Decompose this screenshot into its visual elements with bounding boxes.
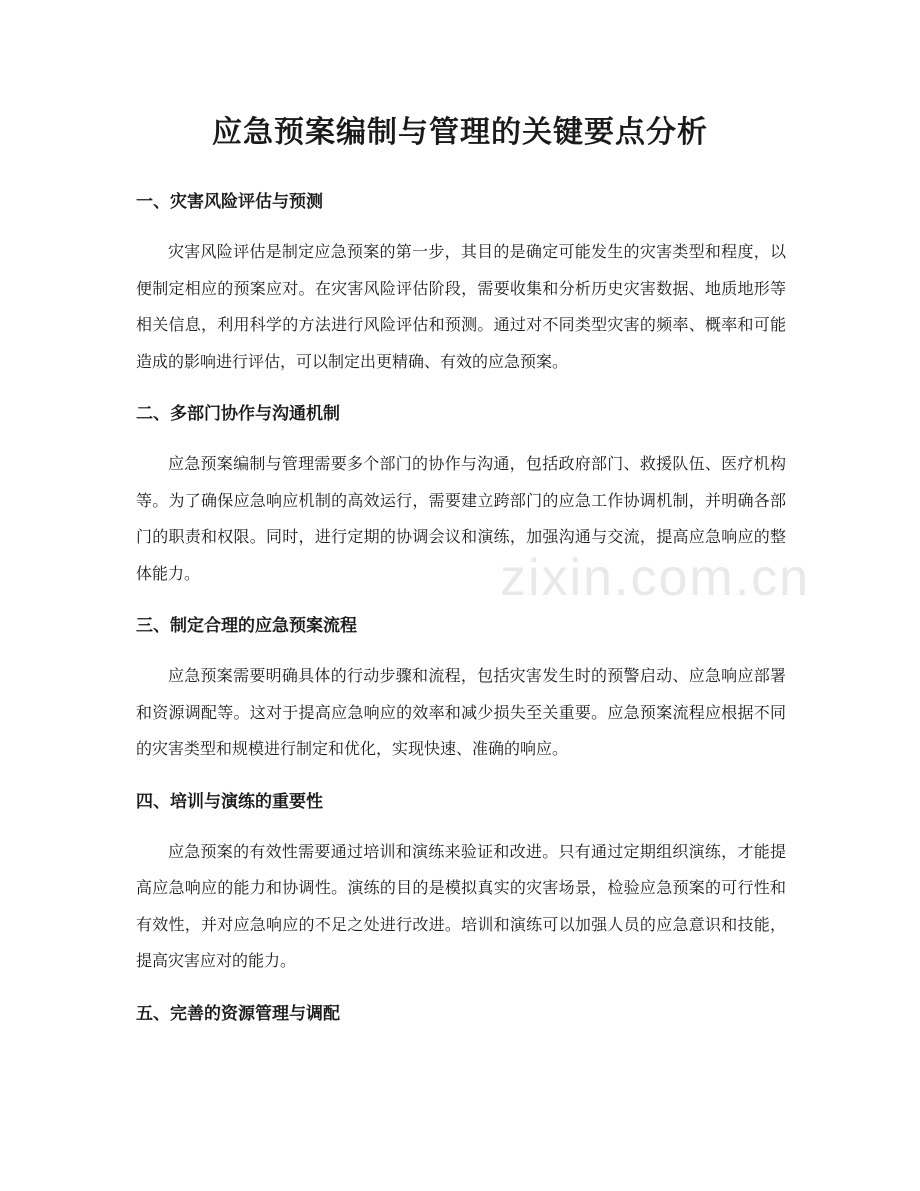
section-heading: 二、多部门协作与沟通机制 [136, 404, 340, 424]
section-heading: 四、培训与演练的重要性 [136, 791, 323, 812]
section-paragraph: 灾害风险评估是制定应急预案的第一步，其目的是确定可能发生的灾害类型和程度，以便制定相应的预案应对。在灾害风险评估阶段，需要收集和分析历史灾害数据、地质地形等相关信息，利用科学的方法进行风险评估和预测。通过对不同类型灾害的频率、概率和可能造成的影响进行评估，可以制定出更精确、有效的应急预案。 [136, 242, 786, 371]
section-risk-assessment [136, 184, 786, 380]
document-title: 应急预案编制与管理的关键要点分析 [212, 115, 708, 150]
section-resources [136, 996, 786, 1032]
watermark-text: zixin.com.cn [500, 549, 811, 607]
section-heading: 三、制定合理的应急预案流程 [136, 616, 357, 636]
section-heading: 一、灾害风险评估与预测 [136, 192, 323, 212]
section-paragraph: 应急预案的有效性需要通过培训和演练来验证和改进。只有通过定期组织演练，才能提高应急响应的能力和协调性。演练的目的是模拟真实的灾害场景，检验应急预案的可行性和有效性，并对应急响应的不足之处进行改进。培训和演练可以加强人员的应急意识和技能，提高灾害应对的能力。 [136, 841, 786, 970]
section-paragraph: 应急预案需要明确具体的行动步骤和流程，包括灾害发生时的预警启动、应急响应部署和资源调配等。这对于提高应急响应的效率和减少损失至关重要。应急预案流程应根据不同的灾害类型和规模进行制定和优化，实现快速、准确的响应。 [136, 666, 786, 758]
section-heading: 五、完善的资源管理与调配 [136, 1003, 340, 1024]
section-collaboration [136, 396, 786, 592]
section-paragraph: 应急预案编制与管理需要多个部门的协作与沟通，包括政府部门、救援队伍、医疗机构等。为了确保应急响应机制的高效运行，需要建立跨部门的应急工作协调机制，并明确各部门的职责和权限。同时，进行定期的协调会议和演练，加强沟通与交流，提高应急响应的整体能力。 [136, 454, 786, 583]
document-body [136, 184, 786, 1046]
section-training [136, 784, 786, 980]
section-procedure [136, 608, 786, 768]
